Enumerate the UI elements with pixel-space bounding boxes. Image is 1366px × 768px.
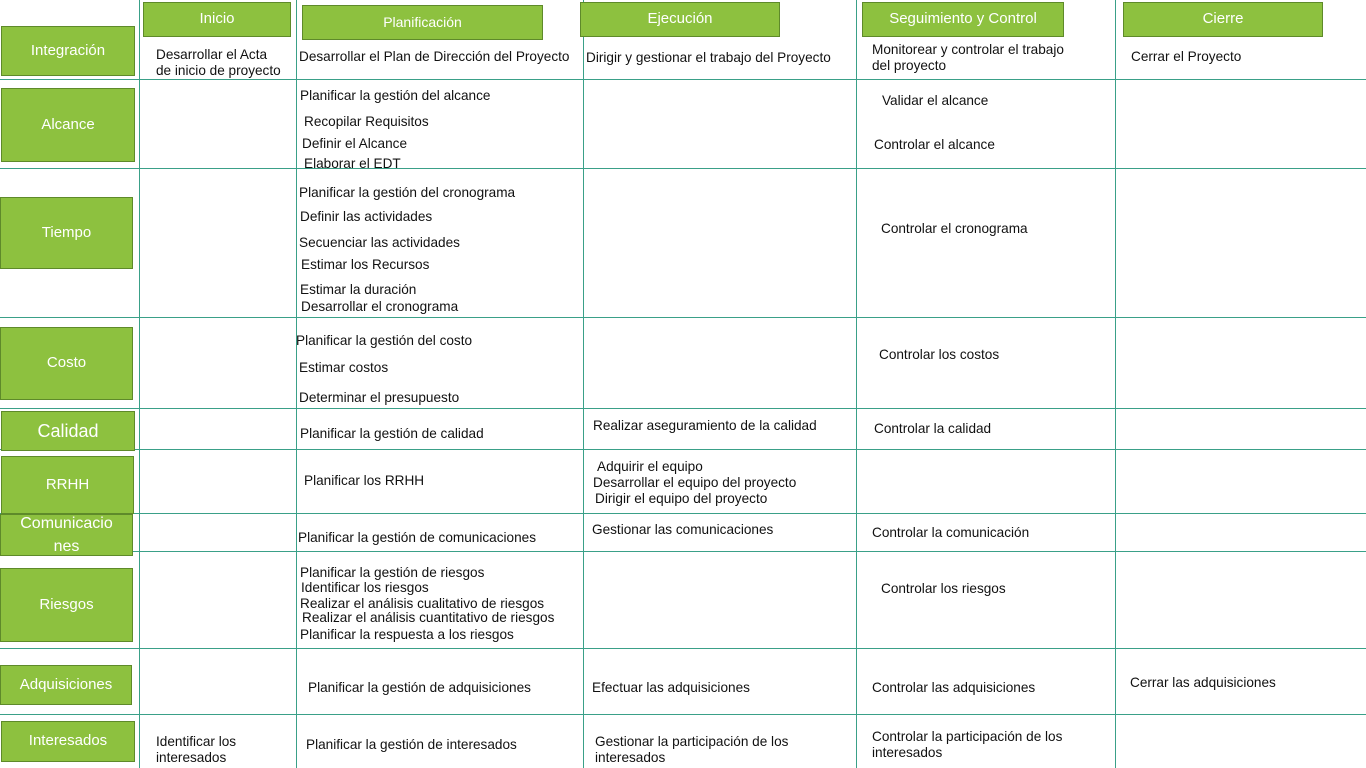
- phase-header-seguimiento: Seguimiento y Control: [862, 2, 1064, 37]
- process-alcance-plan: Elaborar el EDT: [304, 156, 401, 171]
- grid-line-horizontal: [0, 79, 1366, 80]
- grid-line-vertical: [139, 0, 140, 768]
- area-calidad: Calidad: [1, 411, 135, 451]
- process-adquisiciones-plan: Planificar la gestión de adquisiciones: [308, 680, 531, 695]
- process-integracion-cierre: Cerrar el Proyecto: [1131, 49, 1242, 64]
- process-tiempo-plan: Definir las actividades: [300, 209, 433, 224]
- process-line: Identificar los: [156, 734, 237, 749]
- process-adquisiciones-cierre: Cerrar las adquisiciones: [1130, 675, 1276, 690]
- process-comunicaciones-seg: Controlar la comunicación: [872, 525, 1030, 540]
- grid-line-horizontal: [0, 168, 1366, 169]
- process-alcance-seg: Validar el alcance: [882, 93, 989, 108]
- process-riesgos-plan: Identificar los riesgos: [301, 580, 429, 595]
- process-integracion-planificacion: Desarrollar el Plan de Dirección del Proyecto: [299, 49, 570, 64]
- process-calidad-ejec: Realizar aseguramiento de la calidad: [593, 418, 817, 433]
- grid-line-vertical: [1115, 0, 1116, 768]
- grid-line-vertical: [856, 0, 857, 768]
- process-calidad-plan: Planificar la gestión de calidad: [300, 426, 484, 441]
- process-calidad-seg: Controlar la calidad: [874, 421, 992, 436]
- process-tiempo-plan: Planificar la gestión del cronograma: [299, 185, 516, 200]
- grid-line-horizontal: [0, 714, 1366, 715]
- phase-header-planificacion: Planificación: [302, 5, 543, 40]
- process-adquisiciones-seg: Controlar las adquisiciones: [872, 680, 1036, 695]
- process-tiempo-plan: Desarrollar el cronograma: [301, 299, 459, 314]
- process-alcance-plan: Definir el Alcance: [302, 136, 408, 151]
- grid-line-horizontal: [0, 513, 1366, 514]
- process-interesados-inicio: [156, 734, 236, 766]
- area-comunicaciones-line1: Comunicacio: [20, 515, 113, 532]
- process-alcance-plan: Recopilar Requisitos: [304, 114, 429, 129]
- area-costo: Costo: [0, 327, 133, 400]
- process-riesgos-plan: Planificar la gestión de riesgos: [300, 565, 485, 580]
- process-riesgos-plan: Planificar la respuesta a los riesgos: [300, 627, 514, 642]
- process-comunicaciones-plan: Planificar la gestión de comunicaciones: [298, 530, 537, 545]
- process-interesados-plan: Planificar la gestión de interesados: [306, 737, 517, 752]
- process-interesados-seg: [872, 729, 1062, 761]
- grid-line-horizontal: [0, 317, 1366, 318]
- process-line: Gestionar la participación de los: [595, 734, 789, 749]
- phase-header-cierre: Cierre: [1123, 2, 1323, 37]
- area-alcance: Alcance: [1, 88, 135, 162]
- process-adquisiciones-ejec: Efectuar las adquisiciones: [592, 680, 750, 695]
- process-integracion-seguimiento: [872, 42, 1064, 74]
- process-line: Desarrollar el Acta: [156, 47, 268, 62]
- process-line: de inicio de proyecto: [156, 63, 281, 78]
- area-rrhh: RRHH: [1, 456, 134, 514]
- process-alcance-plan: Planificar la gestión del alcance: [300, 88, 491, 103]
- process-costo-plan: Estimar costos: [299, 360, 389, 375]
- process-riesgos-plan: Realizar el análisis cualitativo de riesgos: [300, 596, 545, 611]
- process-line: Monitorear y controlar el trabajo: [872, 42, 1064, 57]
- grid-line-horizontal: [0, 449, 1366, 450]
- process-line: interesados: [872, 745, 943, 760]
- area-comunicaciones: [0, 514, 133, 556]
- process-riesgos-seg: Controlar los riesgos: [881, 581, 1006, 596]
- process-tiempo-plan: Secuenciar las actividades: [299, 235, 460, 250]
- process-riesgos-plan: Realizar el análisis cuantitativo de riesgos: [302, 610, 555, 625]
- process-alcance-seg: Controlar el alcance: [874, 137, 995, 152]
- process-tiempo-plan: Estimar los Recursos: [301, 257, 430, 272]
- process-line: interesados: [595, 750, 666, 765]
- grid-line-vertical: [296, 0, 297, 768]
- area-adquisiciones: Adquisiciones: [0, 665, 132, 705]
- process-line: del proyecto: [872, 58, 947, 73]
- area-riesgos: Riesgos: [0, 568, 133, 642]
- grid-line-horizontal: [0, 408, 1366, 409]
- process-interesados-ejec: [595, 734, 788, 766]
- process-comunicaciones-ejec: Gestionar las comunicaciones: [592, 522, 774, 537]
- grid-line-horizontal: [0, 551, 1366, 552]
- process-line: interesados: [156, 750, 227, 765]
- process-costo-plan: Determinar el presupuesto: [299, 390, 460, 405]
- process-rrhh-ejec: Adquirir el equipo: [597, 459, 703, 474]
- process-rrhh-ejec: Dirigir el equipo del proyecto: [595, 491, 768, 506]
- process-integracion-ejecucion: Dirigir y gestionar el trabajo del Proyecto: [586, 50, 831, 65]
- process-integracion-inicio: [156, 47, 281, 79]
- process-tiempo-plan: Estimar la duración: [300, 282, 417, 297]
- process-tiempo-seg: Controlar el cronograma: [881, 221, 1028, 236]
- process-rrhh-plan: Planificar los RRHH: [304, 473, 425, 488]
- process-costo-plan: Planificar la gestión del costo: [296, 333, 473, 348]
- grid-line-horizontal: [0, 648, 1366, 649]
- area-integracion: Integración: [1, 26, 135, 76]
- area-interesados: Interesados: [1, 721, 135, 762]
- phase-header-inicio: Inicio: [143, 2, 291, 37]
- phase-header-ejecucion: Ejecución: [580, 2, 780, 37]
- area-comunicaciones-line2: nes: [53, 538, 80, 555]
- process-rrhh-ejec: Desarrollar el equipo del proyecto: [593, 475, 797, 490]
- area-tiempo: Tiempo: [0, 197, 133, 269]
- grid-line-vertical: [583, 0, 584, 768]
- process-costo-seg: Controlar los costos: [879, 347, 1000, 362]
- process-line: Controlar la participación de los: [872, 729, 1063, 744]
